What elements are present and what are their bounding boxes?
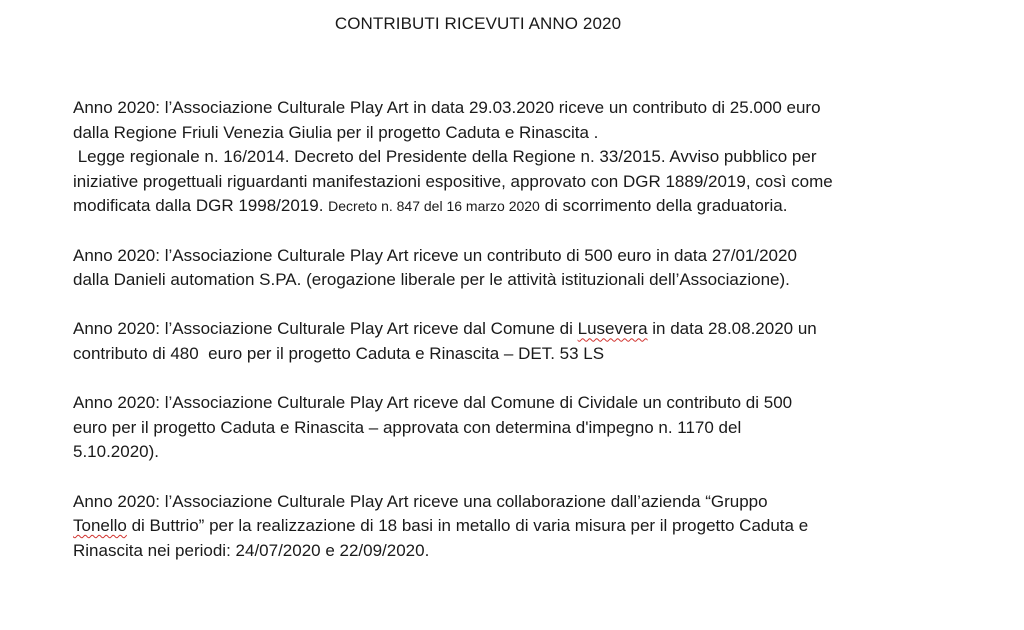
paragraph-lusevera [73,317,973,366]
paragraph-regione-fvg [73,96,973,219]
text-line [73,317,973,342]
spellcheck-flagged-word[interactable]: Tonello [73,516,127,536]
text-span: di scorrimento della graduatoria. [539,196,788,216]
text-line: Anno 2020: l’Associazione Culturale Play Art riceve una collaborazione dall’azienda “Gruppo [73,491,768,511]
paragraph-cividale [73,391,973,465]
document-title: CONTRIBUTI RICEVUTI ANNO 2020 [334,14,622,33]
text-line [73,514,973,539]
text-span: Anno 2020: l’Associazione Culturale Play Art riceve dal Comune di [73,319,578,339]
spellcheck-flagged-word[interactable]: Lusevera [577,319,648,339]
text-line: dalla Regione Friuli Venezia Giulia per il progetto Caduta e Rinascita . [73,122,599,142]
text-span: modificata dalla DGR 1998/2019. [73,196,329,216]
text-span: di Buttrio” per la realizzazione di 18 basi in metallo di varia misura per il progetto Caduta e [126,516,809,536]
text-line: contributo di 480 euro per il progetto Caduta e Rinascita – DET. 53 LS [73,343,605,363]
paragraph-danieli [73,244,973,293]
text-line: Anno 2020: l’Associazione Culturale Play Art in data 29.03.2020 riceve un contributo di 25.000 euro [73,98,821,117]
paragraph-gruppo-tonello [73,490,973,564]
text-line: Legge regionale n. 16/2014. Decreto del Presidente della Regione n. 33/2015. Avviso pubblico per [73,147,817,167]
text-span: in data 28.08.2020 un [647,319,817,339]
text-line: Anno 2020: l’Associazione Culturale Play Art riceve un contributo di 500 euro in data 27/01/2020 [73,245,797,265]
text-line: euro per il progetto Caduta e Rinascita – approvata con determina d'impegno n. 1170 del [73,417,742,437]
decree-reference: Decreto n. 847 del 16 marzo 2020 [328,198,540,215]
text-line: Anno 2020: l’Associazione Culturale Play Art riceve dal Comune di Cividale un contributo di 500 [73,393,793,413]
text-line [73,194,973,219]
text-line: dalla Danieli automation S.PA. (erogazione liberale per le attività istituzionali dell’Associazione). [73,270,790,290]
document-body [73,96,973,563]
text-line: iniziative progettuali riguardanti manifestazioni espositive, approvato con DGR 1889/2019, così come [73,171,833,191]
text-line: 5.10.2020). [73,442,160,462]
text-line: Rinascita nei periodi: 24/07/2020 e 22/09/2020. [73,540,430,560]
